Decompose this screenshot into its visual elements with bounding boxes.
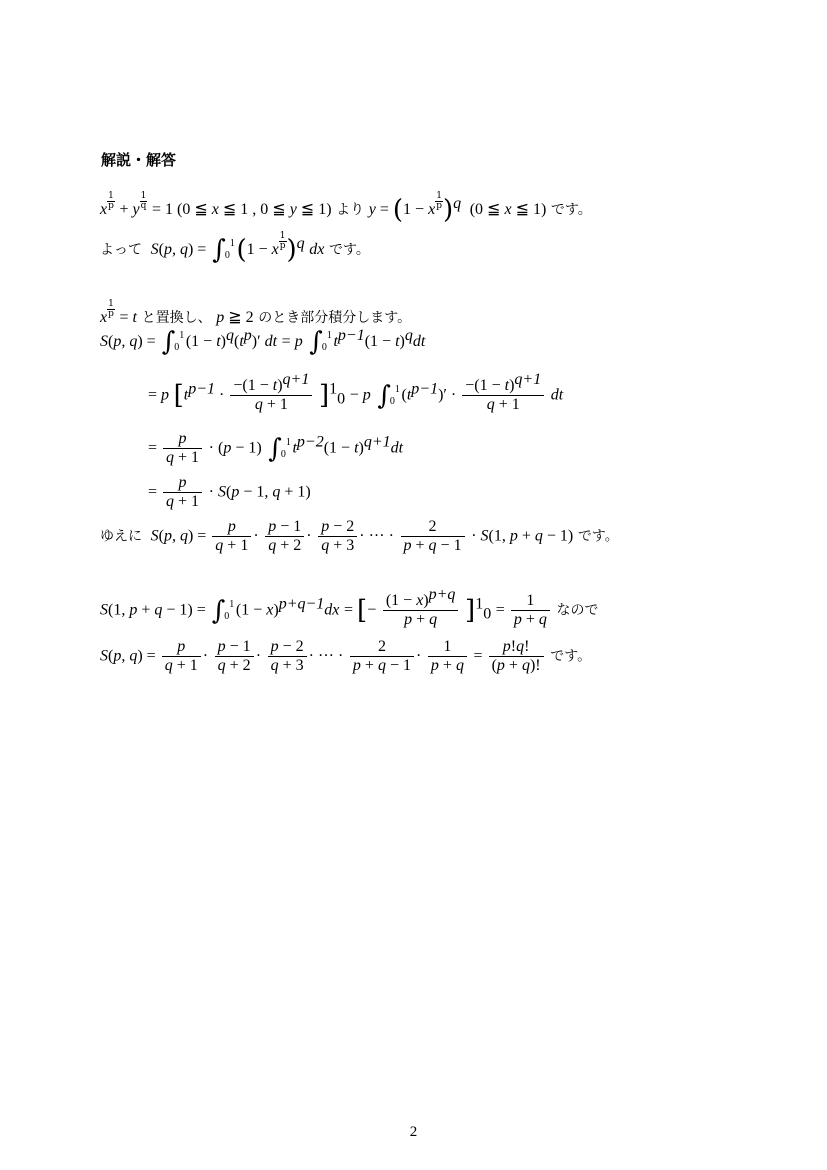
page-number: 2: [409, 1124, 418, 1140]
text-yotte: よって: [100, 241, 142, 258]
text-integration-by-parts: のとき部分積分します。: [258, 309, 412, 326]
text-desu: です。: [577, 528, 619, 545]
text-desu: です。: [550, 648, 592, 665]
equation-line-1: x $\frac{1}{p}$ + y $\frac{1}{q}$ = 1 (0 ≦ x ≦ 1 , 0 ≦ y ≦ 1) より y = (1 − x $\frac{1}{p}$ )$^q$ (0 ≦ x ≦ 1) です。: [100, 191, 592, 225]
equation-line-6: = $\frac{p}{q + 1}$ · (p − 1) ∫ 1 0 $t^{p-2}(1 - t)^{q+1}dt$: [148, 430, 404, 466]
equation-line-2: よって S(p, q) = ∫ 1 0 (1 − x $\frac{1}{p}$ )$^q$ dx です。: [100, 231, 370, 265]
section-heading: 解説・解答: [101, 151, 177, 169]
text-substitute: と置換し、: [141, 309, 212, 326]
equation-line-8: ゆえに S(p, q) = $\frac{p}{q + 1}$ · $\frac{p - 1}{q + 2}$ · $\frac{p - 2}{q + 3}$ · ··· · $\frac{2}{p + q - 1}$ · S(1, p + q − 1) です。: [100, 518, 619, 554]
equation-line-3: x $\frac{1}{p}$ = t と置換し、 p ≧ 2 のとき部分積分します。: [100, 299, 412, 326]
text-desu: です。: [329, 241, 370, 258]
text-nanode: なので: [556, 602, 599, 619]
text-yori: より: [336, 201, 365, 218]
text-desu: です。: [550, 201, 592, 218]
equation-line-7: = $\frac{p}{q + 1}$ · S(p − 1, q + 1): [148, 474, 311, 510]
equation-line-5: = p [$t^{p-1}$ · $\frac{-(1 - t)^{q+1}}{q + 1}$ ]$^1_0$ − p ∫ 1 0 $(t^{p-1})'$ · $\frac{-(1 - t)^{q+1}}{q + 1}$ dt: [148, 371, 564, 413]
equation-line-9: S(1, p + q − 1) = ∫ 1 0 $(1 - x)^{p+q-1}dx$ = [− $\frac{(1 - x)^{p+q}}{p + q}$ ]$^1_0$ = $\frac{1}{p + q}$ なので: [100, 586, 599, 628]
text-yueni: ゆえに: [100, 528, 142, 545]
equation-line-4: S(p, q) = ∫ 1 0 $(1 - t)^q(t^p)'$ dt = p ∫ 1 0 $t^{p-1}(1 - t)^qdt$: [100, 327, 426, 357]
equation-line-10: S(p, q) = $\frac{p}{q + 1}$ · $\frac{p - 1}{q + 2}$ · $\frac{p - 2}{q + 3}$ · ··· · $\frac{2}{p + q - 1}$ · $\frac{1}{p + q}$ = $\frac{p!q!}{(p + q)!}$ です。: [100, 638, 592, 674]
